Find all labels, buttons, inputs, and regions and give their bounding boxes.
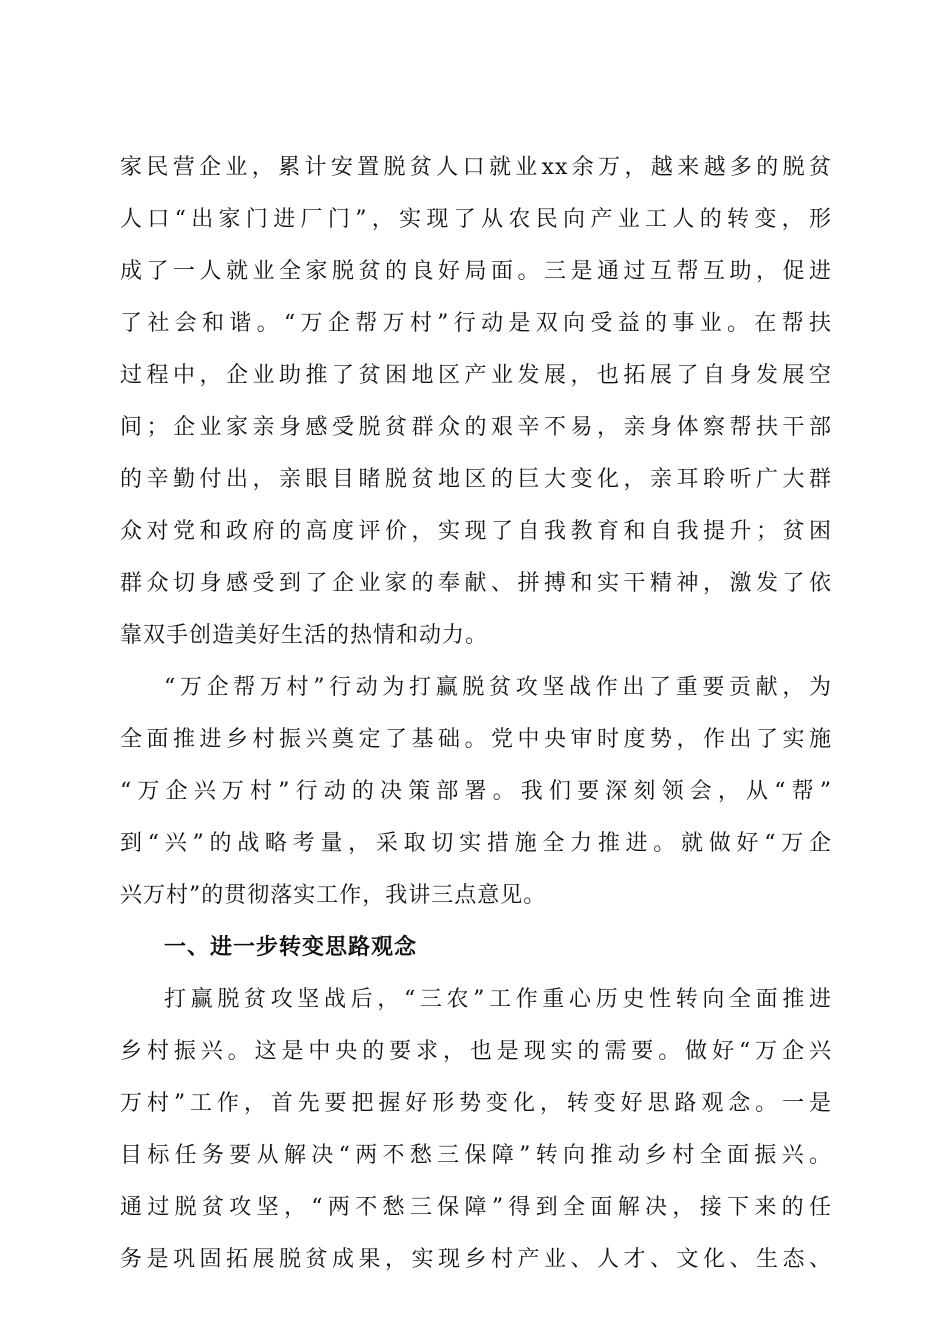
text-line: “万企帮万村”行动为打赢脱贫攻坚战作出了重要贡献，为: [164, 675, 832, 700]
document-page: [120, 142, 832, 1286]
text-line: 了社会和谐。“万企帮万村”行动是双向受益的事业。在帮扶: [120, 311, 832, 336]
text-line: “万企兴万村”行动的决策部署。我们要深刻领会，从“帮”: [120, 779, 832, 804]
text-line: 家民营企业，累计安置脱贫人口就业xx余万，越来越多的脱贫: [120, 155, 832, 180]
text-line: 群众切身感受到了企业家的奉献、拼搏和实干精神，激发了依: [120, 571, 832, 596]
section-heading: 一、进一步转变思路观念: [164, 935, 418, 960]
text-line: 万村”工作，首先要把握好形势变化，转变好思路观念。一是: [120, 1091, 832, 1116]
paragraph: [120, 662, 832, 922]
text-line: 全面推进乡村振兴奠定了基础。党中央审时度势，作出了实施: [120, 727, 832, 752]
text-line: 打赢脱贫攻坚战后，“三农”工作重心历史性转向全面推进: [164, 987, 832, 1012]
text-line: 过程中，企业助推了贫困地区产业发展，也拓展了自身发展空: [120, 363, 832, 388]
text-line: 目标任务要从解决“两不愁三保障”转向推动乡村全面振兴。: [120, 1143, 832, 1168]
text-line: 靠双手创造美好生活的热情和动力。: [120, 623, 489, 648]
text-line: 兴万村”的贯彻落实工作，我讲三点意见。: [120, 883, 547, 908]
text-line: 人口“出家门进厂门”，实现了从农民向产业工人的转变，形: [120, 207, 832, 232]
text-line: 的辛勤付出，亲眼目睹脱贫地区的巨大变化，亲耳聆听广大群: [120, 467, 832, 492]
text-line: 务是巩固拓展脱贫成果，实现乡村产业、人才、文化、生态、: [120, 1247, 832, 1272]
text-line: 众对党和政府的高度评价，实现了自我教育和自我提升；贫困: [120, 519, 832, 544]
text-line: 成了一人就业全家脱贫的良好局面。三是通过互帮互助，促进: [120, 259, 832, 284]
text-line: 间；企业家亲身感受脱贫群众的艰辛不易，亲身体察帮扶干部: [120, 415, 832, 440]
text-line: 乡村振兴。这是中央的要求，也是现实的需要。做好“万企兴: [120, 1039, 832, 1064]
text-line: 到“兴”的战略考量，采取切实措施全力推进。就做好“万企: [120, 831, 832, 856]
paragraph: [120, 142, 832, 662]
text-line: 通过脱贫攻坚，“两不愁三保障”得到全面解决，接下来的任: [120, 1195, 832, 1220]
paragraph: [120, 974, 832, 1286]
